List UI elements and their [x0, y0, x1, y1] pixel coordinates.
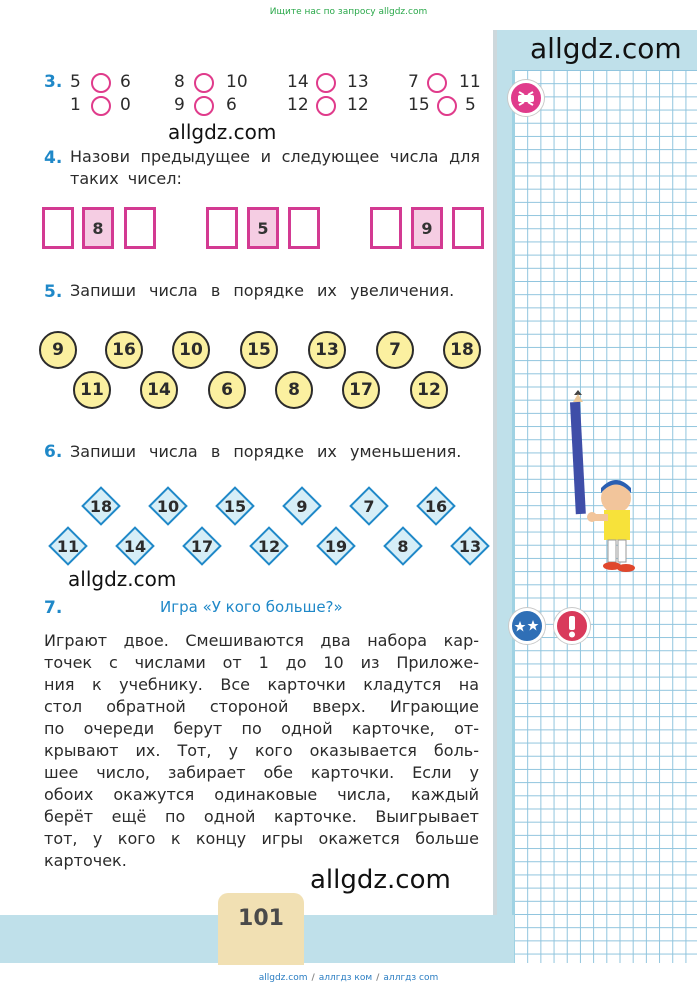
diamond-label: 10 — [156, 496, 180, 516]
previous-number-box[interactable] — [42, 207, 74, 249]
compare-right: 13 — [347, 72, 369, 92]
rules-line: шее число, забирает обе карточки. Если у — [44, 763, 479, 782]
watermark: allgdz.com — [310, 865, 451, 895]
number-circle: 18 — [443, 331, 481, 369]
diamond-label: 9 — [296, 496, 308, 516]
task-4-number: 4. — [44, 148, 63, 168]
next-number-box[interactable] — [124, 207, 156, 249]
compare-slot[interactable] — [316, 96, 336, 116]
footer-link[interactable]: аллгдз ком — [318, 973, 373, 983]
compare-right: 0 — [120, 95, 131, 115]
speak-icon — [508, 80, 544, 116]
game-rules-text — [44, 630, 479, 872]
diamond-label: 11 — [56, 536, 80, 556]
watermark: allgdz.com — [68, 567, 177, 591]
diamond-label: 12 — [257, 536, 281, 556]
compare-right: 10 — [226, 72, 248, 92]
footer-separator: / — [376, 973, 380, 983]
compare-right: 6 — [226, 95, 237, 115]
exclamation-icon — [554, 608, 590, 644]
number-circle: 13 — [308, 331, 346, 369]
rules-line: по очереди берут по одной карточке, от- — [44, 719, 479, 738]
number-circle: 17 — [342, 371, 380, 409]
number-diamond — [182, 526, 222, 566]
compare-right: 6 — [120, 72, 131, 92]
number-diamond — [383, 526, 423, 566]
diamond-label: 7 — [363, 496, 375, 516]
task-5-number: 5. — [44, 282, 63, 302]
diamond-label: 17 — [190, 536, 214, 556]
number-diamond — [416, 486, 456, 526]
compare-slot[interactable] — [91, 96, 111, 116]
compare-slot[interactable] — [316, 73, 336, 93]
compare-slot[interactable] — [194, 73, 214, 93]
footer-link[interactable]: allgdz.com — [258, 973, 308, 983]
diamond-label: 15 — [223, 496, 247, 516]
compare-left: 9 — [174, 95, 185, 115]
given-number-box: 8 — [82, 207, 114, 249]
compare-slot[interactable] — [194, 96, 214, 116]
number-circle: 16 — [105, 331, 143, 369]
number-diamond — [215, 486, 255, 526]
number-diamond — [450, 526, 490, 566]
top-search-hint: Ищите нас по запросу allgdz.com — [269, 7, 428, 17]
previous-number-box[interactable] — [206, 207, 238, 249]
compare-left: 7 — [408, 72, 419, 92]
rules-line: ния к учебнику. Все карточки кладутся на — [44, 675, 479, 694]
number-diamond — [349, 486, 389, 526]
number-circle: 9 — [39, 331, 77, 369]
compare-slot[interactable] — [427, 73, 447, 93]
number-diamond — [48, 526, 88, 566]
diamond-label: 18 — [89, 496, 113, 516]
rules-line: Играют двое. Смешиваются два набора кар- — [44, 631, 479, 650]
compare-left: 5 — [70, 72, 81, 92]
rules-line: карточек. — [44, 851, 127, 870]
number-circle: 12 — [410, 371, 448, 409]
number-diamond — [115, 526, 155, 566]
compare-left: 14 — [287, 72, 309, 92]
panel-divider — [493, 30, 497, 920]
number-circle: 7 — [376, 331, 414, 369]
rules-line: точек с числами от 1 до 10 из Приложе- — [44, 653, 479, 672]
number-diamond — [249, 526, 289, 566]
diamond-label: 19 — [324, 536, 348, 556]
watermark: allgdz.com — [168, 120, 277, 144]
number-circle: 15 — [240, 331, 278, 369]
compare-slot[interactable] — [91, 73, 111, 93]
compare-left: 1 — [70, 95, 81, 115]
number-diamond — [316, 526, 356, 566]
task-3-number: 3. — [44, 72, 63, 92]
watermark: allgdz.com — [530, 32, 682, 65]
task-6-text: Запиши числа в порядке их уменьшения. — [70, 442, 462, 461]
task-4-text: Назови предыдущее и следующее числа для таких чисел: — [70, 147, 480, 188]
game-title: Игра «У кого больше?» — [160, 598, 343, 616]
task-7-number: 7. — [44, 598, 63, 618]
rules-line: берёт ещё по одной карточке. Выигрывает — [44, 807, 479, 826]
task-6-number: 6. — [44, 442, 63, 462]
boy-with-pencil-illustration — [560, 390, 640, 580]
footer-links — [0, 973, 697, 983]
task-5-text: Запиши числа в порядке их увеличения. — [70, 281, 455, 300]
compare-left: 8 — [174, 72, 185, 92]
diamond-label: 14 — [123, 536, 147, 556]
next-number-box[interactable] — [288, 207, 320, 249]
number-circle: 10 — [172, 331, 210, 369]
number-diamond — [148, 486, 188, 526]
compare-left: 15 — [408, 95, 430, 115]
compare-right: 11 — [459, 72, 481, 92]
diamond-label: 16 — [424, 496, 448, 516]
diamond-label: 8 — [397, 536, 409, 556]
next-number-box[interactable] — [452, 207, 484, 249]
compare-right: 12 — [347, 95, 369, 115]
rules-line: обоих окажутся одинаковые числа, каждый — [44, 785, 479, 804]
number-diamond — [81, 486, 121, 526]
rules-line: стол обратной стороной вверх. Играющие — [44, 697, 479, 716]
number-circle: 11 — [73, 371, 111, 409]
number-circle: 8 — [275, 371, 313, 409]
given-number-box: 5 — [247, 207, 279, 249]
compare-left: 12 — [287, 95, 309, 115]
page-number: 101 — [238, 906, 284, 931]
compare-right: 5 — [465, 95, 476, 115]
rules-line: крывают их. Тот, у кого оказывается боль- — [44, 741, 479, 760]
given-number-box: 9 — [411, 207, 443, 249]
footer-separator: / — [311, 973, 315, 983]
footer-link[interactable]: аллгдз com — [383, 973, 439, 983]
stars-icon — [509, 608, 545, 644]
previous-number-box[interactable] — [370, 207, 402, 249]
compare-slot[interactable] — [437, 96, 457, 116]
number-circle: 14 — [140, 371, 178, 409]
diamond-label: 13 — [458, 536, 482, 556]
number-circle: 6 — [208, 371, 246, 409]
grid-edge — [512, 70, 515, 963]
number-diamond — [282, 486, 322, 526]
rules-line: тот, у кого к концу игры окажется больше — [44, 829, 479, 848]
